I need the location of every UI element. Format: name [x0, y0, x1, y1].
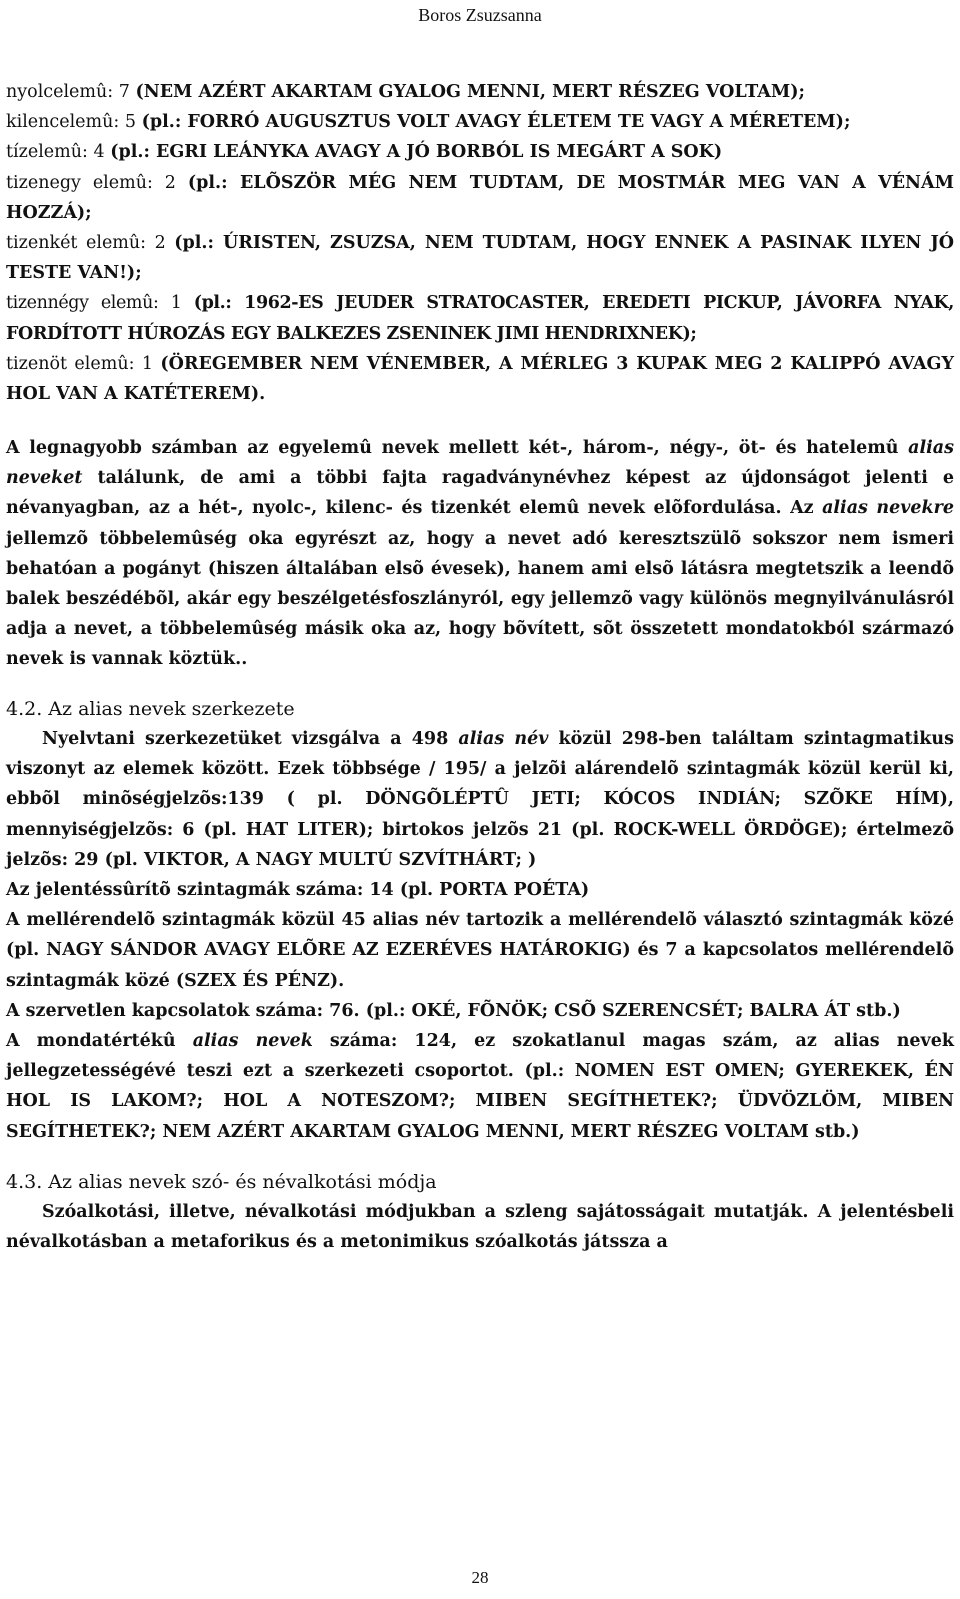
list-item: [6, 168, 954, 228]
document-page: [6, 0, 954, 1599]
paragraph-italic-term: alias neveket: [6, 438, 954, 489]
paragraph-text: A legnagyobb számban az egyelemû nevek mellett két-, három-, négy-, öt- és hatelemû: [6, 438, 909, 459]
section-4-2-paragraph: [6, 724, 954, 875]
running-header-author: Boros Zsuzsanna: [418, 5, 542, 25]
list-item-example: (pl.: EGRI LEÁNYKA AVAGY A JÓ BORBÓL IS MEGÁRT A SOK): [110, 142, 723, 163]
list-item-label: tizenöt elemû: 1: [6, 353, 154, 374]
list-item: [6, 137, 954, 167]
paragraph-text: száma: 124, ez szokatlanul magas szám, az alias nevek jellegzetességévé teszi ezt a szerkezeti csoportot. (pl.: NOMEN EST OMEN; GYEREKEK, ÉN HOL IS LAKOM?; HOL A NOTESZOM?; MIBEN SEGÍTHETEK?; ÜDVÖZLÖM, MIBEN SEGÍTHETEK?; NEM AZÉRT AKARTAM GYALOG MENNI, MERT RÉSZEG VOLTAM stb.): [6, 1031, 954, 1142]
list-item: [6, 349, 954, 409]
section-4-2-paragraph: [6, 1026, 954, 1147]
list-item-label: tizenkét elemû: 2: [6, 233, 166, 254]
list-item-label: nyolcelemû: 7: [6, 82, 130, 102]
body-paragraph: [6, 433, 954, 674]
list-item-example: (NEM AZÉRT AKARTAM GYALOG MENNI, MERT RÉSZEG VOLTAM);: [135, 82, 805, 102]
list-item: [6, 107, 954, 137]
list-item-label: kilencelemû: 5: [6, 112, 136, 133]
list-item: [6, 228, 954, 288]
paragraph-text: jellemzõ többelemûség oka egyrészt az, hogy a nevet adó keresztszülõ sokszor nem ismeri behatóan a pogányt (hiszen általában elsõ évesek), hanem ami elsõ látásra megtetszik a leendõ balek beszédébõl, akár egy beszélgetésfoszlányról, egy jellemzõ vagy különös megnyilvánulásról adja a nevet, a többelemûség másik oka az, hogy bõvített, sõt összetett mondatokból származó nevek is vannak köztük..: [6, 528, 954, 669]
list-item-example: (pl.: ÚRISTEN, ZSUZSA, NEM TUDTAM, HOGY ENNEK A PASINAK ILYEN JÓ TESTE VAN!);: [6, 233, 954, 284]
element-count-list: [6, 77, 954, 409]
page-number: 28: [471, 1568, 489, 1587]
section-heading-4-2: 4.2. Az alias nevek szerkezete: [6, 697, 295, 720]
list-item-example: (pl.: ELÕSZÖR MÉG NEM TUDTAM, DE MOSTMÁR MEG VAN A VÉNÁM HOZZÁ);: [6, 172, 954, 223]
section-4-3-paragraph: Szóalkotási, illetve, névalkotási módjukban a szleng sajátosságait mutatják. A jelentésbeli névalkotásban a metaforikus és a metonimikus szóalkotás játssza a: [6, 1201, 954, 1253]
list-item-example: (ÖREGEMBER NEM VÉNEMBER, A MÉRLEG 3 KUPAK MEG 2 KALIPPÓ AVAGY HOL VAN A KATÉTEREM).: [6, 353, 954, 405]
list-item: [6, 77, 954, 107]
paragraph-text: találunk, de ami a többi fajta ragadványnévhez képest az újdonságot jelenti e névanyagban, az a hét-, nyolc-, kilenc- és tizenkét elemû nevek elõfordulása. Az: [6, 468, 954, 519]
paragraph-text: közül 298-ben találtam szintagmatikus viszonyt az elemek között. Ezek többsége / 195/ a jelzõi alárendelõ szintagmák közül kerül ki, ebbõl minõségjelzõs:139 ( pl. DÖNGÕLÉPTÛ JETI; KÓCOS INDIÁN; SZÕKE HÍM), mennyiségjelzõs: 6 (pl. HAT LITER); birtokos jelzõs 21 (pl. ROCK-WELL ÖRDÖGE); értelmezõ jelzõs: 29 (pl. VIKTOR, A NAGY MULTÚ SZVÍTHÁRT; ): [6, 728, 954, 870]
paragraph-italic-term: alias nevekre: [822, 498, 954, 519]
section-4-2-paragraph: A szervetlen kapcsolatok száma: 76. (pl.: OKÉ, FÕNÖK; CSÕ SZERENCSÉT; BALRA ÁT stb.): [6, 1000, 901, 1021]
list-item-label: tízelemû: 4: [6, 142, 105, 163]
paragraph-text: Nyelvtani szerkezetüket vizsgálva a 498: [42, 728, 459, 749]
paragraph-italic-term: alias nevek: [192, 1031, 313, 1052]
section-4-2-paragraph: Az jelentéssûrítõ szintagmák száma: 14 (pl. PORTA POÉTA): [6, 880, 590, 900]
paragraph-text: A mondatértékû: [6, 1031, 193, 1052]
section-heading-4-3: 4.3. Az alias nevek szó- és névalkotási módja: [6, 1170, 437, 1193]
list-item-label: tizennégy elemû: 1: [6, 293, 182, 314]
list-item: [6, 288, 954, 348]
paragraph-italic-term: alias név: [458, 728, 549, 749]
list-item-example: (pl.: FORRÓ AUGUSZTUS VOLT AVAGY ÉLETEM TE VAGY A MÉRETEM);: [141, 112, 851, 133]
section-4-2-paragraph: A mellérendelõ szintagmák közül 45 alias név tartozik a mellérendelõ választó szintagmák közé (pl. NAGY SÁNDOR AVAGY ELÕRE AZ EZERÉVES HATÁROKIG) és 7 a kapcsolatos mellérendelõ szintagmák közé (SZEX ÉS PÉNZ).: [6, 910, 954, 991]
list-item-label: tizenegy elemû: 2: [6, 172, 176, 193]
list-item-example: (pl.: 1962-ES JEUDER STRATOCASTER, EREDETI PICKUP, JÁVORFA NYAK, FORDÍTOTT HÚROZÁS EGY BALKEZES ZSENINEK JIMI HENDRIXNEK);: [6, 293, 954, 344]
